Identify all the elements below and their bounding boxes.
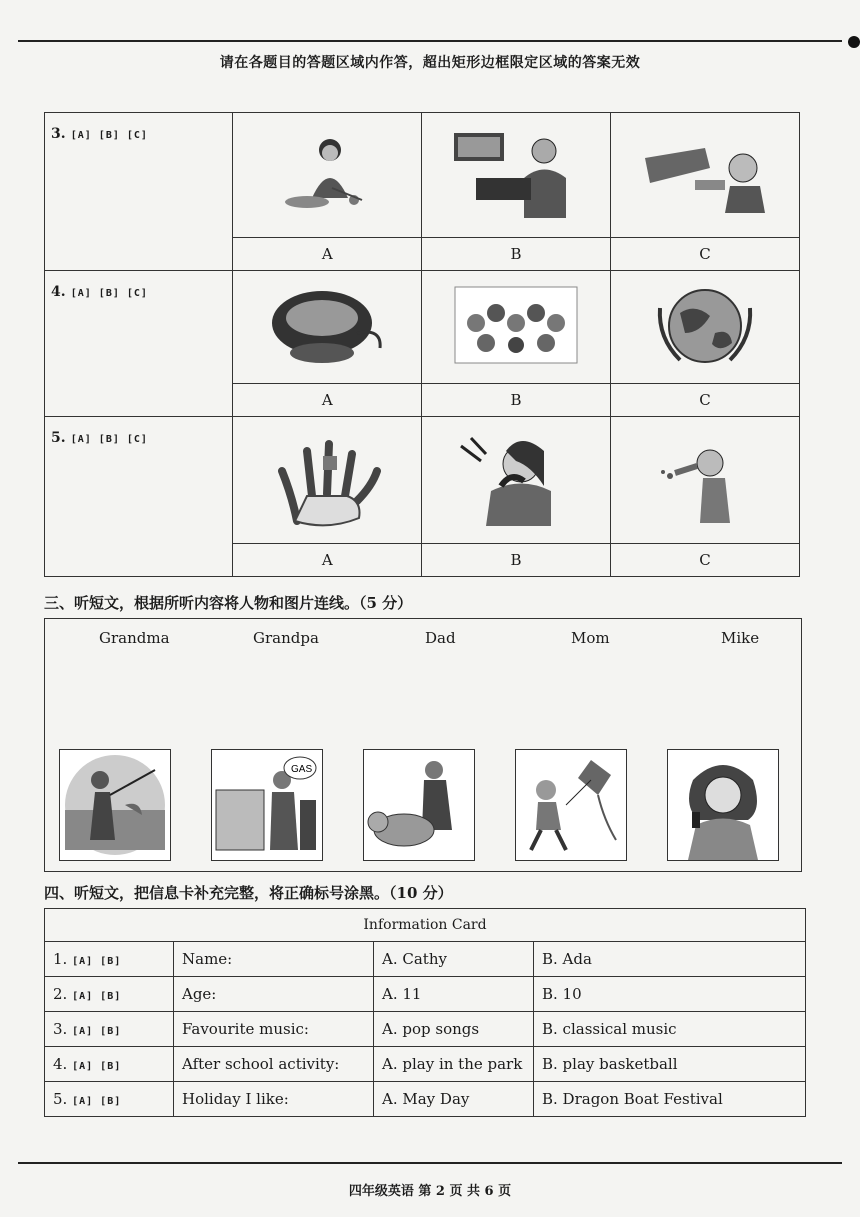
option-label: B: [422, 238, 611, 271]
option-picture: [611, 417, 800, 544]
row-number: 4.: [53, 1055, 68, 1073]
field-label: Name:: [174, 942, 374, 977]
option-a: A. 11: [374, 977, 534, 1012]
row-number-cell: [45, 1047, 174, 1082]
top-rule: [18, 40, 842, 42]
row-number: 5.: [53, 1090, 68, 1108]
information-card-table: [44, 908, 806, 1117]
sneezing-boy-picture: [645, 428, 765, 528]
person-name: Grandma: [99, 629, 170, 647]
page-footer: 四年级英语 第 2 页 共 6 页: [348, 1184, 512, 1199]
match-picture[interactable]: [515, 749, 627, 861]
answer-bubbles[interactable]: [A] [B] [C]: [70, 434, 148, 445]
gas-label: GAS: [291, 764, 313, 775]
shopping-festival-picture: [262, 278, 392, 373]
option-label: C: [611, 384, 800, 417]
girl-homework-picture: [272, 128, 382, 218]
answer-bubbles[interactable]: [A] [B]: [72, 956, 122, 967]
question-number: 3.: [51, 126, 66, 142]
option-a: A. Cathy: [374, 942, 534, 977]
bandaged-hand-picture: [267, 426, 387, 531]
option-picture: [611, 271, 800, 384]
matching-box: [44, 618, 802, 872]
question-3-cell: [45, 113, 233, 271]
field-label: Age:: [174, 977, 374, 1012]
table-row: [45, 1047, 806, 1082]
boy-kite-picture: [516, 750, 626, 860]
match-picture[interactable]: [667, 749, 779, 861]
table-row: [45, 942, 806, 977]
listening-choice-table: [44, 112, 800, 577]
answer-bubbles[interactable]: [A] [B]: [72, 1061, 122, 1072]
option-picture: [422, 113, 611, 238]
option-picture: [233, 113, 422, 238]
option-picture: [233, 271, 422, 384]
bottom-rule: [18, 1162, 842, 1164]
corner-mark: [848, 36, 860, 48]
row-number-cell: [45, 1012, 174, 1047]
neck-pain-picture: [456, 426, 576, 531]
match-picture[interactable]: [211, 749, 323, 861]
answer-area-note: 请在各题目的答题区域内作答，超出矩形边框限定区域的答案无效: [219, 55, 641, 71]
answer-bubbles[interactable]: [A] [B]: [72, 991, 122, 1002]
row-number-cell: [45, 942, 174, 977]
option-b: B. play basketball: [534, 1047, 806, 1082]
answer-bubbles[interactable]: [A] [B] [C]: [70, 288, 148, 299]
option-label: A: [233, 384, 422, 417]
option-b: B. Ada: [534, 942, 806, 977]
question-number: 4.: [51, 284, 66, 300]
option-b: B. 10: [534, 977, 806, 1012]
answer-bubbles[interactable]: [A] [B]: [72, 1026, 122, 1037]
man-fishing-picture: [60, 750, 170, 860]
gas-station-picture: [212, 750, 322, 860]
answer-bubbles[interactable]: [A] [B] [C]: [70, 130, 148, 141]
row-number-cell: [45, 977, 174, 1012]
option-label: A: [233, 544, 422, 577]
option-label: A: [233, 238, 422, 271]
option-a: A. May Day: [374, 1082, 534, 1117]
table-row: [45, 1082, 806, 1117]
man-dog-picture: [364, 750, 474, 860]
person-name: Dad: [425, 629, 456, 647]
person-name: Mike: [721, 629, 760, 647]
option-b: B. classical music: [534, 1012, 806, 1047]
kids-group-picture: [451, 283, 581, 368]
option-label: B: [422, 384, 611, 417]
match-picture[interactable]: [59, 749, 171, 861]
option-picture: [422, 417, 611, 544]
person-name: Grandpa: [253, 629, 319, 647]
table-row: [45, 977, 806, 1012]
row-number: 2.: [53, 985, 68, 1003]
globe-laurel-picture: [640, 278, 770, 373]
row-number: 1.: [53, 950, 68, 968]
woman-phone-picture: [668, 750, 778, 860]
field-label: Favourite music:: [174, 1012, 374, 1047]
answer-bubbles[interactable]: [A] [B]: [72, 1096, 122, 1107]
option-picture: [233, 417, 422, 544]
field-label: After school activity:: [174, 1047, 374, 1082]
option-picture: [422, 271, 611, 384]
option-label: C: [611, 544, 800, 577]
option-b: B. Dragon Boat Festival: [534, 1082, 806, 1117]
option-label: C: [611, 238, 800, 271]
row-number-cell: [45, 1082, 174, 1117]
option-a: A. play in the park: [374, 1047, 534, 1082]
match-picture[interactable]: [363, 749, 475, 861]
section-4-title: 四、听短文，把信息卡补充完整，将正确标号涂黑。（10 分）: [44, 884, 453, 902]
man-tv-picture: [446, 123, 586, 223]
person-name: Mom: [571, 629, 610, 647]
section-3-title: 三、听短文，根据所听内容将人物和图片连线。（5 分）: [44, 594, 413, 612]
field-label: Holiday I like:: [174, 1082, 374, 1117]
option-picture: [611, 113, 800, 238]
option-label: B: [422, 544, 611, 577]
option-a: A. pop songs: [374, 1012, 534, 1047]
question-4-cell: [45, 271, 233, 417]
row-number: 3.: [53, 1020, 68, 1038]
boy-airplane-picture: [635, 128, 775, 218]
question-number: 5.: [51, 430, 66, 446]
card-title: Information Card: [45, 909, 806, 942]
question-5-cell: [45, 417, 233, 577]
table-row: [45, 1012, 806, 1047]
